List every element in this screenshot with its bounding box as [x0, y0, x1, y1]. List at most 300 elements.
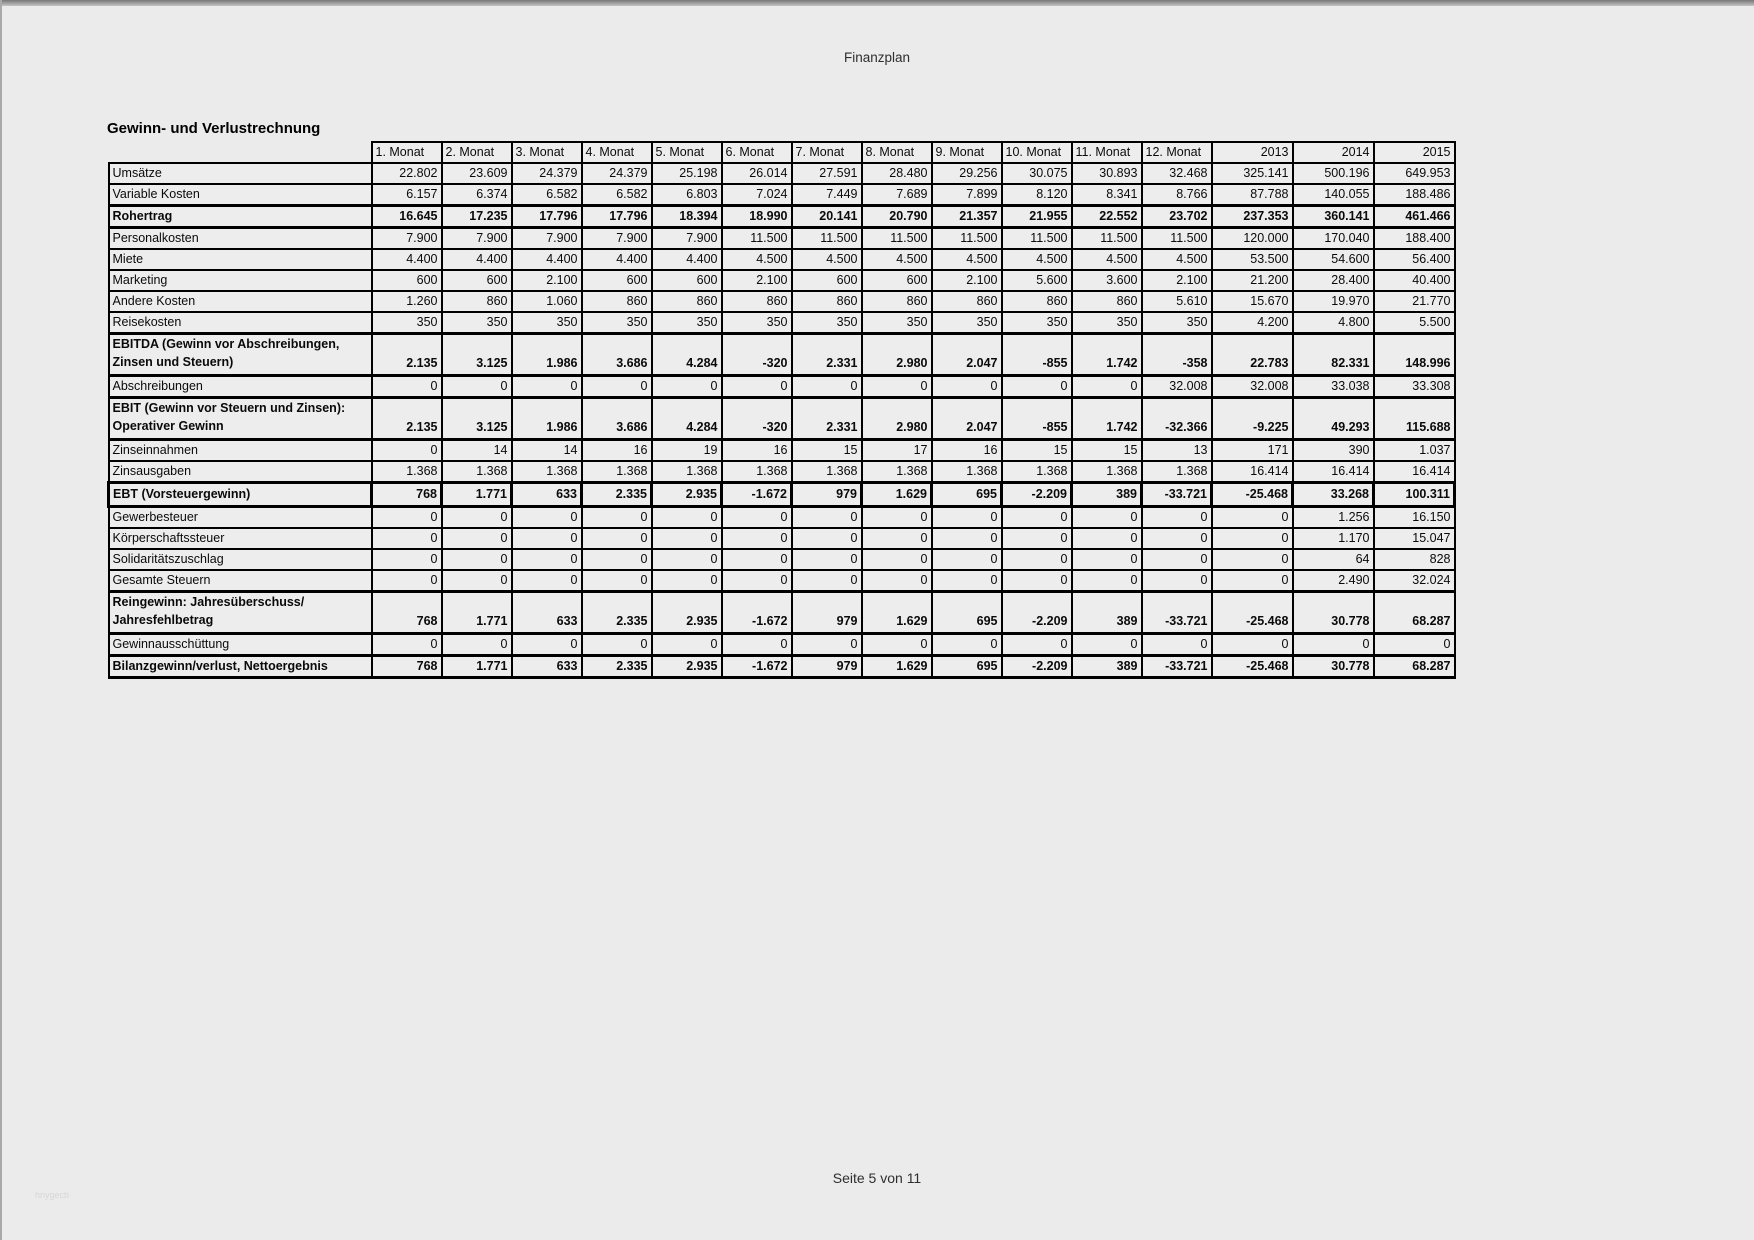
cell-value: 695 — [932, 483, 1002, 507]
cell-value: 389 — [1072, 483, 1142, 507]
cell-value: 0 — [862, 376, 932, 398]
cell-value: 0 — [1142, 528, 1212, 549]
cell-value: 0 — [1212, 507, 1293, 529]
cell-value: 16.414 — [1212, 461, 1293, 483]
cell-value: 18.990 — [722, 206, 792, 228]
cell-value: 188.486 — [1374, 184, 1455, 206]
column-header: 1. Monat — [372, 142, 442, 163]
cell-value: 64 — [1293, 549, 1374, 570]
cell-value: 860 — [792, 291, 862, 312]
cell-value: 350 — [932, 312, 1002, 334]
cell-value: 19 — [652, 440, 722, 462]
table-row — [109, 184, 1455, 206]
cell-value: 15 — [1072, 440, 1142, 462]
cell-value: 860 — [1002, 291, 1072, 312]
cell-value: 100.311 — [1374, 483, 1455, 507]
cell-value: 0 — [1142, 570, 1212, 592]
cell-value: 16.414 — [1374, 461, 1455, 483]
cell-value: 0 — [1002, 528, 1072, 549]
cell-value: 0 — [442, 528, 512, 549]
table-row — [109, 163, 1455, 184]
column-header: 9. Monat — [932, 142, 1002, 163]
cell-value: 1.368 — [442, 461, 512, 483]
cell-value: 1.368 — [582, 461, 652, 483]
cell-value: 1.368 — [1072, 461, 1142, 483]
cell-value: 1.368 — [1002, 461, 1072, 483]
row-label: Variable Kosten — [109, 184, 372, 206]
cell-value: 8.766 — [1142, 184, 1212, 206]
cell-value: 0 — [1002, 507, 1072, 529]
cell-value: -25.468 — [1212, 656, 1293, 678]
cell-value: 18.394 — [652, 206, 722, 228]
cell-value: 0 — [1072, 376, 1142, 398]
cell-value: 0 — [862, 528, 932, 549]
cell-value: 0 — [722, 549, 792, 570]
cell-value: 40.400 — [1374, 270, 1455, 291]
cell-value: 2.980 — [862, 334, 932, 376]
cell-value: 350 — [722, 312, 792, 334]
cell-value: 27.591 — [792, 163, 862, 184]
row-label: Personalkosten — [109, 228, 372, 250]
cell-value: 2.935 — [652, 592, 722, 634]
cell-value: 350 — [792, 312, 862, 334]
cell-value: 25.198 — [652, 163, 722, 184]
cell-value: 7.900 — [512, 228, 582, 250]
cell-value: 0 — [1002, 634, 1072, 656]
cell-value: 2.935 — [652, 656, 722, 678]
cell-value: 2.335 — [582, 592, 652, 634]
cell-value: 0 — [1002, 570, 1072, 592]
cell-value: 16.414 — [1293, 461, 1374, 483]
cell-value: 390 — [1293, 440, 1374, 462]
row-label: Bilanzgewinn/verlust, Nettoergebnis — [109, 656, 372, 678]
cell-value: 1.771 — [442, 592, 512, 634]
column-header: 5. Monat — [652, 142, 722, 163]
cell-value: 15.670 — [1212, 291, 1293, 312]
row-label: Gewinnausschüttung — [109, 634, 372, 656]
row-label: Körperschaftssteuer — [109, 528, 372, 549]
cell-value: 32.008 — [1142, 376, 1212, 398]
row-label: EBT (Vorsteuergewinn) — [109, 483, 372, 507]
cell-value: 22.552 — [1072, 206, 1142, 228]
cell-value: 0 — [1212, 570, 1293, 592]
cell-value: 54.600 — [1293, 249, 1374, 270]
cell-value: 4.500 — [792, 249, 862, 270]
cell-value: 1.771 — [442, 483, 512, 507]
cell-value: 0 — [1212, 549, 1293, 570]
cell-value: -2.209 — [1002, 592, 1072, 634]
column-header: 2013 — [1212, 142, 1293, 163]
cell-value: 2.335 — [582, 656, 652, 678]
table-row — [109, 549, 1455, 570]
cell-value: 2.331 — [792, 334, 862, 376]
cell-value: 3.686 — [582, 334, 652, 376]
cell-value: 24.379 — [512, 163, 582, 184]
cell-value: 7.900 — [442, 228, 512, 250]
cell-value: 979 — [792, 656, 862, 678]
cell-value: 2.935 — [652, 483, 722, 507]
cell-value: 21.955 — [1002, 206, 1072, 228]
table-row — [109, 656, 1455, 678]
cell-value: 0 — [932, 507, 1002, 529]
cell-value: 0 — [512, 376, 582, 398]
cell-value: 600 — [372, 270, 442, 291]
cell-value: 0 — [1374, 634, 1455, 656]
cell-value: 1.037 — [1374, 440, 1455, 462]
column-header: 11. Monat — [1072, 142, 1142, 163]
cell-value: 4.200 — [1212, 312, 1293, 334]
cell-value: 0 — [652, 549, 722, 570]
cell-value: 16.150 — [1374, 507, 1455, 529]
cell-value: 21.200 — [1212, 270, 1293, 291]
cell-value: 0 — [372, 528, 442, 549]
cell-value: 0 — [932, 549, 1002, 570]
row-label: EBIT (Gewinn vor Steuern und Zinsen): Operativer Gewinn — [109, 398, 372, 440]
cell-value: 649.953 — [1374, 163, 1455, 184]
cell-value: 1.368 — [932, 461, 1002, 483]
cell-value: 0 — [652, 507, 722, 529]
table-row — [109, 206, 1455, 228]
cell-value: 3.125 — [442, 398, 512, 440]
cell-value: 0 — [512, 528, 582, 549]
cell-value: 20.790 — [862, 206, 932, 228]
cell-value: 1.368 — [652, 461, 722, 483]
row-label: Abschreibungen — [109, 376, 372, 398]
cell-value: 23.609 — [442, 163, 512, 184]
table-row — [109, 528, 1455, 549]
cell-value: 11.500 — [1002, 228, 1072, 250]
table-row — [109, 334, 1455, 376]
cell-value: 8.341 — [1072, 184, 1142, 206]
cell-value: 68.287 — [1374, 592, 1455, 634]
table-row — [109, 270, 1455, 291]
cell-value: 2.100 — [932, 270, 1002, 291]
row-label: Zinsausgaben — [109, 461, 372, 483]
cell-value: 4.400 — [372, 249, 442, 270]
cell-value: 30.778 — [1293, 592, 1374, 634]
cell-value: 768 — [372, 483, 442, 507]
cell-value: 16 — [932, 440, 1002, 462]
cell-value: 148.996 — [1374, 334, 1455, 376]
cell-value: 979 — [792, 592, 862, 634]
column-header: 3. Monat — [512, 142, 582, 163]
cell-value: -25.468 — [1212, 592, 1293, 634]
cell-value: 26.014 — [722, 163, 792, 184]
table-row — [109, 376, 1455, 398]
cell-value: 21.357 — [932, 206, 1002, 228]
cell-value: -33.721 — [1142, 656, 1212, 678]
cell-value: 0 — [1072, 528, 1142, 549]
cell-value: 32.024 — [1374, 570, 1455, 592]
cell-value: 0 — [1072, 549, 1142, 570]
row-label: Zinseinnahmen — [109, 440, 372, 462]
cell-value: 0 — [372, 549, 442, 570]
cell-value: 0 — [442, 549, 512, 570]
cell-value: 56.400 — [1374, 249, 1455, 270]
cell-value: 16.645 — [372, 206, 442, 228]
cell-value: 0 — [372, 376, 442, 398]
cell-value: 633 — [512, 656, 582, 678]
cell-value: 1.170 — [1293, 528, 1374, 549]
cell-value: 1.742 — [1072, 398, 1142, 440]
cell-value: 1.256 — [1293, 507, 1374, 529]
cell-value: 1.742 — [1072, 334, 1142, 376]
cell-value: 11.500 — [722, 228, 792, 250]
cell-value: 0 — [862, 634, 932, 656]
cell-value: 500.196 — [1293, 163, 1374, 184]
cell-value: 17.235 — [442, 206, 512, 228]
cell-value: 21.770 — [1374, 291, 1455, 312]
cell-value: 87.788 — [1212, 184, 1293, 206]
cell-value: 15 — [792, 440, 862, 462]
cell-value: 0 — [582, 528, 652, 549]
cell-value: 16 — [582, 440, 652, 462]
cell-value: 29.256 — [932, 163, 1002, 184]
cell-value: 68.287 — [1374, 656, 1455, 678]
cell-value: 13 — [1142, 440, 1212, 462]
cell-value: 30.893 — [1072, 163, 1142, 184]
cell-value: -25.468 — [1212, 483, 1293, 507]
column-header: 6. Monat — [722, 142, 792, 163]
cell-value: 4.284 — [652, 398, 722, 440]
cell-value: 115.688 — [1374, 398, 1455, 440]
cell-value: 0 — [932, 376, 1002, 398]
cell-value: 1.986 — [512, 334, 582, 376]
cell-value: 17.796 — [582, 206, 652, 228]
cell-value: 1.368 — [862, 461, 932, 483]
cell-value: 0 — [792, 376, 862, 398]
cell-value: 28.400 — [1293, 270, 1374, 291]
cell-value: 4.500 — [722, 249, 792, 270]
cell-value: 53.500 — [1212, 249, 1293, 270]
cell-value: 2.331 — [792, 398, 862, 440]
cell-value: 1.368 — [792, 461, 862, 483]
document-header: Finanzplan — [843, 50, 911, 65]
cell-value: 14 — [442, 440, 512, 462]
cell-value: 860 — [442, 291, 512, 312]
cell-value: -9.225 — [1212, 398, 1293, 440]
cell-value: 350 — [372, 312, 442, 334]
cell-value: 0 — [722, 634, 792, 656]
cell-value: 0 — [1002, 549, 1072, 570]
cell-value: 4.500 — [1142, 249, 1212, 270]
table-row — [109, 440, 1455, 462]
cell-value: 0 — [1072, 570, 1142, 592]
cell-value: 0 — [652, 634, 722, 656]
cell-value: 0 — [372, 507, 442, 529]
table-row — [109, 570, 1455, 592]
cell-value: 0 — [722, 507, 792, 529]
cell-value: 7.899 — [932, 184, 1002, 206]
cell-value: 0 — [1072, 634, 1142, 656]
cell-value: 1.060 — [512, 291, 582, 312]
cell-value: 0 — [1142, 507, 1212, 529]
cell-value: 860 — [932, 291, 1002, 312]
cell-value: 0 — [1142, 634, 1212, 656]
cell-value: 0 — [372, 634, 442, 656]
cell-value: 695 — [932, 592, 1002, 634]
cell-value: 28.480 — [862, 163, 932, 184]
cell-value: -2.209 — [1002, 483, 1072, 507]
column-header: 8. Monat — [862, 142, 932, 163]
cell-value: 350 — [1002, 312, 1072, 334]
cell-value: 19.970 — [1293, 291, 1374, 312]
cell-value: 5.500 — [1374, 312, 1455, 334]
column-header: 7. Monat — [792, 142, 862, 163]
cell-value: 11.500 — [792, 228, 862, 250]
cell-value: 33.268 — [1293, 483, 1374, 507]
cell-value: 49.293 — [1293, 398, 1374, 440]
cell-value: -1.672 — [722, 483, 792, 507]
table-row — [109, 291, 1455, 312]
cell-value: 170.040 — [1293, 228, 1374, 250]
cell-value: 360.141 — [1293, 206, 1374, 228]
cell-value: 600 — [792, 270, 862, 291]
cell-value: 1.986 — [512, 398, 582, 440]
cell-value: 1.368 — [372, 461, 442, 483]
cell-value: 171 — [1212, 440, 1293, 462]
cell-value: 1.629 — [862, 592, 932, 634]
column-header: 10. Monat — [1002, 142, 1072, 163]
cell-value: 350 — [1142, 312, 1212, 334]
cell-value: 0 — [722, 570, 792, 592]
cell-value: 2.135 — [372, 334, 442, 376]
cell-value: 4.400 — [652, 249, 722, 270]
cell-value: 350 — [862, 312, 932, 334]
cell-value: 7.900 — [372, 228, 442, 250]
cell-value: 2.135 — [372, 398, 442, 440]
cell-value: 600 — [652, 270, 722, 291]
pnl-table-container — [107, 141, 1456, 679]
table-row — [109, 398, 1455, 440]
cell-value: 0 — [372, 570, 442, 592]
row-label: Miete — [109, 249, 372, 270]
cell-value: 2.100 — [1142, 270, 1212, 291]
cell-value: 24.379 — [582, 163, 652, 184]
table-row — [109, 507, 1455, 529]
cell-value: 4.500 — [862, 249, 932, 270]
cell-value: 2.047 — [932, 334, 1002, 376]
cell-value: -2.209 — [1002, 656, 1072, 678]
cell-value: 0 — [582, 570, 652, 592]
cell-value: 17 — [862, 440, 932, 462]
cell-value: 0 — [1142, 549, 1212, 570]
cell-value: 0 — [792, 570, 862, 592]
cell-value: 7.449 — [792, 184, 862, 206]
column-header: 4. Monat — [582, 142, 652, 163]
cell-value: 20.141 — [792, 206, 862, 228]
row-label: Andere Kosten — [109, 291, 372, 312]
cell-value: 30.075 — [1002, 163, 1072, 184]
cell-value: 4.400 — [442, 249, 512, 270]
cell-value: 8.120 — [1002, 184, 1072, 206]
cell-value: 1.629 — [862, 656, 932, 678]
cell-value: 1.260 — [372, 291, 442, 312]
cell-value: 389 — [1072, 656, 1142, 678]
cell-value: 6.374 — [442, 184, 512, 206]
cell-value: 979 — [792, 483, 862, 507]
cell-value: 0 — [792, 507, 862, 529]
cell-value: 860 — [722, 291, 792, 312]
table-row — [109, 634, 1455, 656]
cell-value: 0 — [442, 634, 512, 656]
cell-value: 0 — [442, 376, 512, 398]
cell-value: 15.047 — [1374, 528, 1455, 549]
row-label: Rohertrag — [109, 206, 372, 228]
cell-value: 0 — [722, 528, 792, 549]
cell-value: 0 — [512, 507, 582, 529]
cell-value: 600 — [442, 270, 512, 291]
cell-value: 0 — [1072, 507, 1142, 529]
cell-value: 633 — [512, 483, 582, 507]
cell-value: 325.141 — [1212, 163, 1293, 184]
cell-value: 32.008 — [1212, 376, 1293, 398]
cell-value: 695 — [932, 656, 1002, 678]
cell-value: 0 — [932, 528, 1002, 549]
cell-value: 0 — [372, 440, 442, 462]
row-label: Gewerbesteuer — [109, 507, 372, 529]
cell-value: -33.721 — [1142, 592, 1212, 634]
cell-value: 5.610 — [1142, 291, 1212, 312]
cell-value: 350 — [442, 312, 512, 334]
cell-value: 461.466 — [1374, 206, 1455, 228]
cell-value: 14 — [512, 440, 582, 462]
cell-value: 0 — [792, 549, 862, 570]
cell-value: 6.582 — [512, 184, 582, 206]
cell-value: 33.308 — [1374, 376, 1455, 398]
cell-value: 0 — [932, 570, 1002, 592]
cell-value: 860 — [582, 291, 652, 312]
cell-value: 1.771 — [442, 656, 512, 678]
page-title: Gewinn- und Verlustrechnung — [107, 120, 321, 137]
cell-value: 2.980 — [862, 398, 932, 440]
header-row — [109, 142, 1455, 163]
cell-value: 0 — [1212, 634, 1293, 656]
cell-value: 7.689 — [862, 184, 932, 206]
cell-value: -855 — [1002, 334, 1072, 376]
cell-value: 120.000 — [1212, 228, 1293, 250]
cell-value: 860 — [652, 291, 722, 312]
cell-value: 7.900 — [652, 228, 722, 250]
row-label: EBITDA (Gewinn vor Abschreibungen, Zinsen und Steuern) — [109, 334, 372, 376]
page-top-edge — [0, 0, 1754, 6]
cell-value: 4.400 — [582, 249, 652, 270]
table-row — [109, 592, 1455, 634]
cell-value: 860 — [862, 291, 932, 312]
cell-value: 0 — [582, 549, 652, 570]
cell-value: 350 — [582, 312, 652, 334]
cell-value: 860 — [1072, 291, 1142, 312]
cell-value: 2.047 — [932, 398, 1002, 440]
cell-value: 3.600 — [1072, 270, 1142, 291]
row-label: Umsätze — [109, 163, 372, 184]
cell-value: 6.582 — [582, 184, 652, 206]
cell-value: 16 — [722, 440, 792, 462]
cell-value: 1.368 — [722, 461, 792, 483]
cell-value: 389 — [1072, 592, 1142, 634]
cell-value: 17.796 — [512, 206, 582, 228]
watermark: hnygecb — [35, 1190, 70, 1200]
cell-value: 0 — [1002, 376, 1072, 398]
cell-value: 0 — [582, 634, 652, 656]
cell-value: -32.366 — [1142, 398, 1212, 440]
table-row — [109, 249, 1455, 270]
row-label: Reingewinn: Jahresüberschuss/ Jahresfehlbetrag — [109, 592, 372, 634]
cell-value: 0 — [442, 570, 512, 592]
cell-value: 4.500 — [1072, 249, 1142, 270]
cell-value: 768 — [372, 592, 442, 634]
cell-value: 0 — [1212, 528, 1293, 549]
